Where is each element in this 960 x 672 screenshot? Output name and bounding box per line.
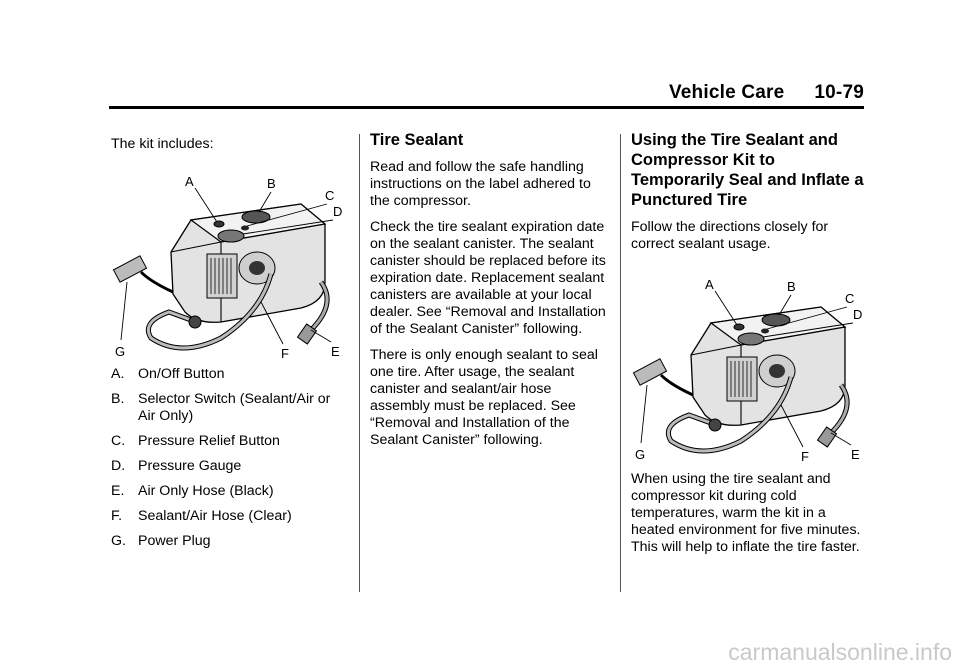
legend-text: On/Off Button: [138, 366, 225, 382]
figure-label-a: A: [705, 277, 714, 292]
figure-label-f: F: [281, 346, 289, 358]
legend-item: [111, 433, 349, 450]
paragraph: When using the tire sealant and compressor kit during cold temperatures, warm the kit in a heated environment for five minutes. This will help to inflate the tire faster.: [631, 471, 861, 555]
tire-sealant-heading: Tire Sealant: [370, 131, 464, 149]
paragraph: Follow the directions closely for correct sealant usage.: [631, 219, 829, 252]
legend-text: Power Plug: [138, 533, 211, 549]
legend-letter: G.: [111, 533, 126, 549]
header-rule: [109, 106, 864, 109]
legend-text: Air Only Hose (Black): [138, 483, 274, 499]
power-cord: [141, 272, 173, 292]
figure-label-a: A: [185, 174, 194, 189]
paragraph: Read and follow the safe handling instructions on the label adhered to the compressor.: [370, 159, 591, 209]
legend-text: Selector Switch (Sealant/Air or Air Only): [138, 391, 331, 424]
figure-label-b: B: [787, 279, 796, 294]
legend-item: [111, 483, 349, 500]
paragraph: Check the tire sealant expiration date on the sealant canister. The sealant canister should be replaced before its expiration date. Replacement sealant canisters are available at your local dealer. See “Removal and Installation of the Sealant Canister” following.: [370, 219, 606, 337]
compressor-kit-figure-2: [631, 265, 869, 461]
legend-item: [111, 533, 349, 550]
figure-label-e: E: [331, 344, 340, 358]
power-cord: [661, 375, 693, 395]
column-divider-2: [620, 134, 621, 592]
column-3: [631, 120, 871, 565]
column-2: [370, 120, 610, 458]
legend-letter: E.: [111, 483, 125, 499]
watermark: carmanualsonline.info: [728, 639, 952, 665]
figure-label-b: B: [267, 176, 276, 191]
column-divider-1: [359, 134, 360, 592]
section-title: Vehicle Care: [668, 82, 785, 103]
kit-intro: The kit includes:: [111, 136, 214, 152]
parts-legend: [111, 366, 349, 550]
figure-label-g: G: [635, 447, 646, 461]
legend-letter: B.: [111, 391, 125, 407]
figure-label-g: G: [115, 344, 126, 358]
figure-label-c: C: [325, 188, 335, 203]
figure-label-d: D: [333, 204, 343, 219]
legend-item: [111, 508, 349, 525]
legend-text: Sealant/Air Hose (Clear): [138, 508, 292, 524]
figure-label-e: E: [851, 447, 860, 461]
paragraph: There is only enough sealant to seal one tire. After usage, the sealant canister and sealant/air hose assembly must be replaced. See “Removal and Installation of the Sealant Canister” following.: [370, 347, 598, 448]
page-header: [669, 82, 864, 104]
figure-label-c: C: [845, 291, 855, 306]
legend-letter: F.: [111, 508, 123, 524]
legend-text: Pressure Relief Button: [138, 433, 280, 449]
using-kit-heading: Using the Tire Sealant and Compressor Kit to Temporarily Seal and Inflate a Punctured Tire: [631, 131, 864, 209]
legend-item: [111, 458, 349, 475]
figure-label-d: D: [853, 307, 863, 322]
legend-item: [111, 366, 349, 383]
legend-item: [111, 391, 349, 425]
figure-label-f: F: [801, 449, 809, 461]
legend-letter: C.: [111, 433, 126, 449]
compressor-kit-figure: [111, 162, 349, 358]
column-1: [111, 120, 349, 558]
legend-text: Pressure Gauge: [138, 458, 242, 474]
legend-letter: D.: [111, 458, 126, 474]
legend-letter: A.: [111, 366, 125, 382]
page-number: 10-79: [814, 82, 864, 103]
